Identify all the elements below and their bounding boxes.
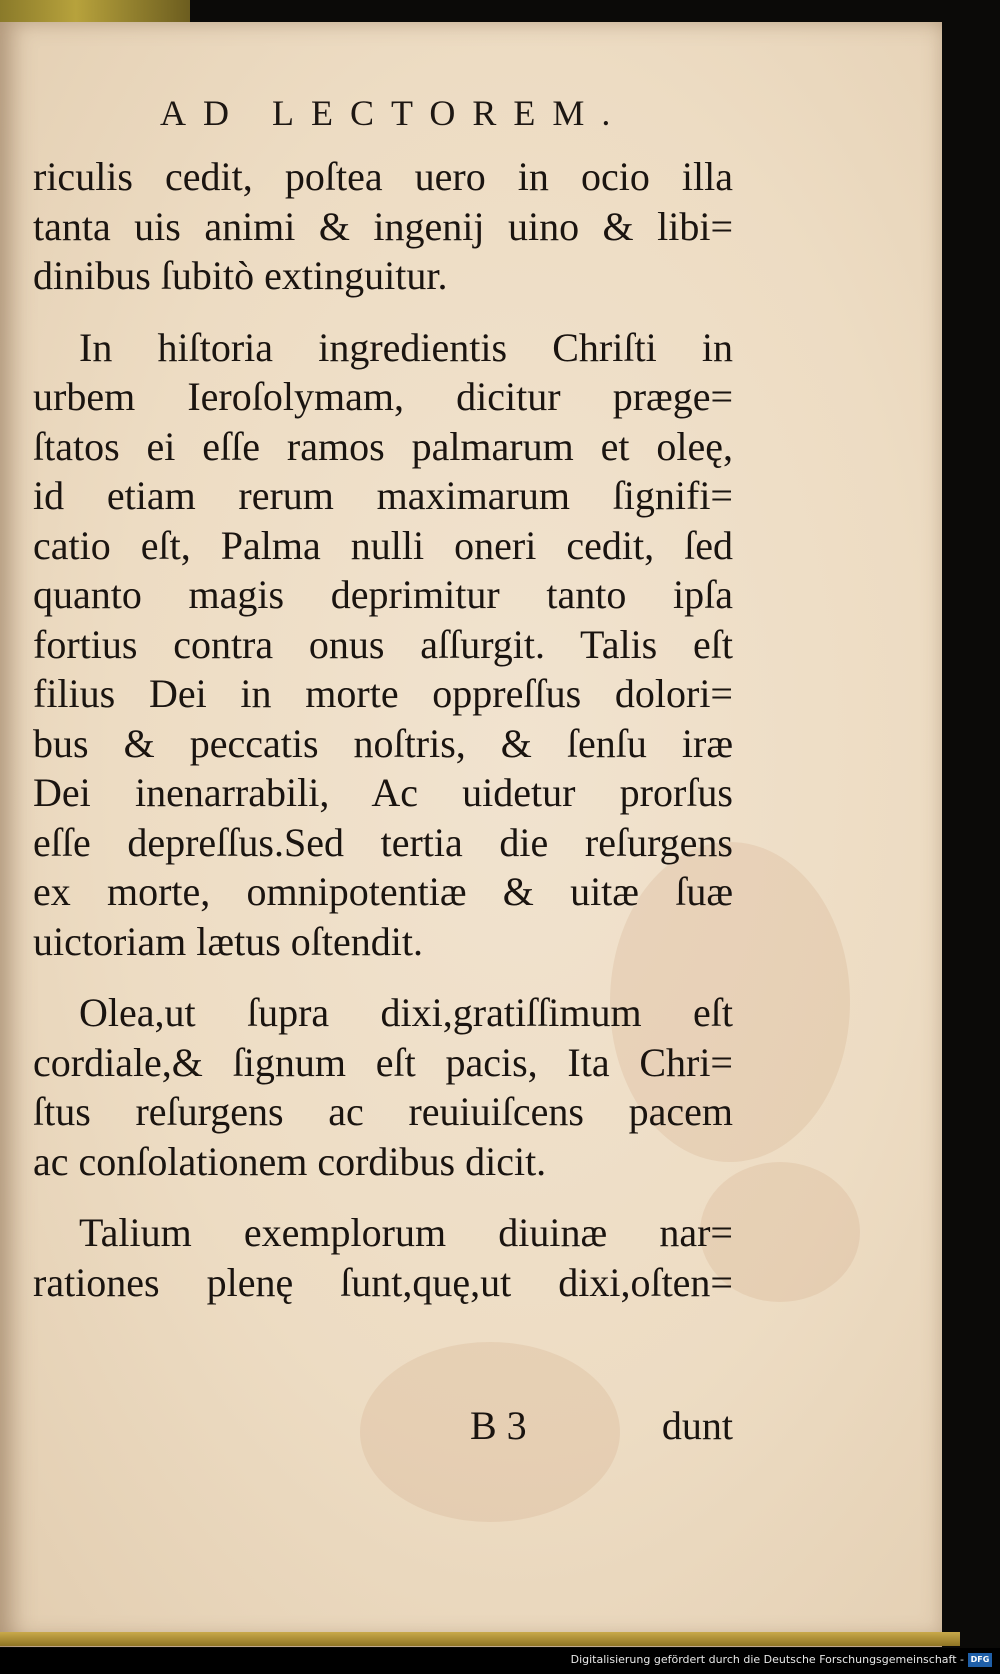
credit-bar	[0, 1648, 1000, 1674]
text-line: uictoriam lætus oſtendit.	[33, 918, 423, 964]
body-text	[33, 152, 733, 1307]
text-line: riculis cedit, poſtea uero in ocio illa	[33, 154, 733, 199]
paragraph-gap	[33, 301, 733, 323]
text-line: id etiam rerum maximarum ſignifi=	[33, 473, 733, 518]
dfg-logo: DFG	[968, 1653, 992, 1667]
paragraph-gap	[33, 966, 733, 988]
text-line: fortius contra onus aſſurgit. Talis eſt	[33, 621, 733, 667]
text-line: filius Dei in morte oppreſſus dolori=	[33, 671, 733, 716]
text-line: ſtatos ei eſſe ramos palmarum et oleę,	[33, 423, 733, 469]
text-line: urbem Ieroſolymam, dicitur præge=	[33, 374, 733, 419]
page-footer	[33, 1402, 733, 1452]
text-line: dinibus ſubitò extinguitur.	[33, 253, 448, 298]
text-line: Olea,ut ſupra dixi,gratiſſimum eſt	[79, 990, 733, 1035]
signature-mark: B 3	[470, 1403, 527, 1448]
text-line: Talium exemplorum diuinæ nar=	[79, 1210, 733, 1255]
text-line: bus & peccatis noſtris, & ſenſu iræ	[33, 720, 733, 766]
text-line: rationes plenę ſunt,quę,ut dixi,oſten=	[33, 1259, 733, 1305]
binding-edge-strip	[0, 0, 190, 24]
text-line: quanto magis deprimitur tanto ipſa	[33, 572, 733, 617]
book-board-edge	[0, 1632, 960, 1646]
digitization-credit: Digitalisierung gefördert durch die Deutsche Forschungsgemeinschaft -	[570, 1653, 964, 1666]
text-line: ex morte, omnipotentiæ & uitæ ſuæ	[33, 869, 733, 914]
text-line: catio eſt, Palma nulli oneri cedit, ſed	[33, 522, 733, 568]
text-line: eſſe depreſſus.Sed tertia die reſurgens	[33, 819, 733, 865]
text-line: Dei inenarrabili, Ac uidetur prorſus	[33, 770, 733, 815]
paragraph-gap	[33, 1186, 733, 1208]
text-line: cordiale,& ſignum eſt pacis, Ita Chri=	[33, 1039, 733, 1085]
running-head: AD LECTOREM.	[160, 93, 628, 133]
catchword: dunt	[661, 1403, 733, 1448]
text-line: ac conſolationem cordibus dicit.	[33, 1138, 547, 1184]
text-line: tanta uis animi & ingenij uino & libi=	[33, 203, 733, 249]
text-line: ſtus reſurgens ac reuiuiſcens pacem	[33, 1089, 733, 1134]
text-line: In hiſtoria ingredientis Chriſti in	[79, 324, 733, 370]
